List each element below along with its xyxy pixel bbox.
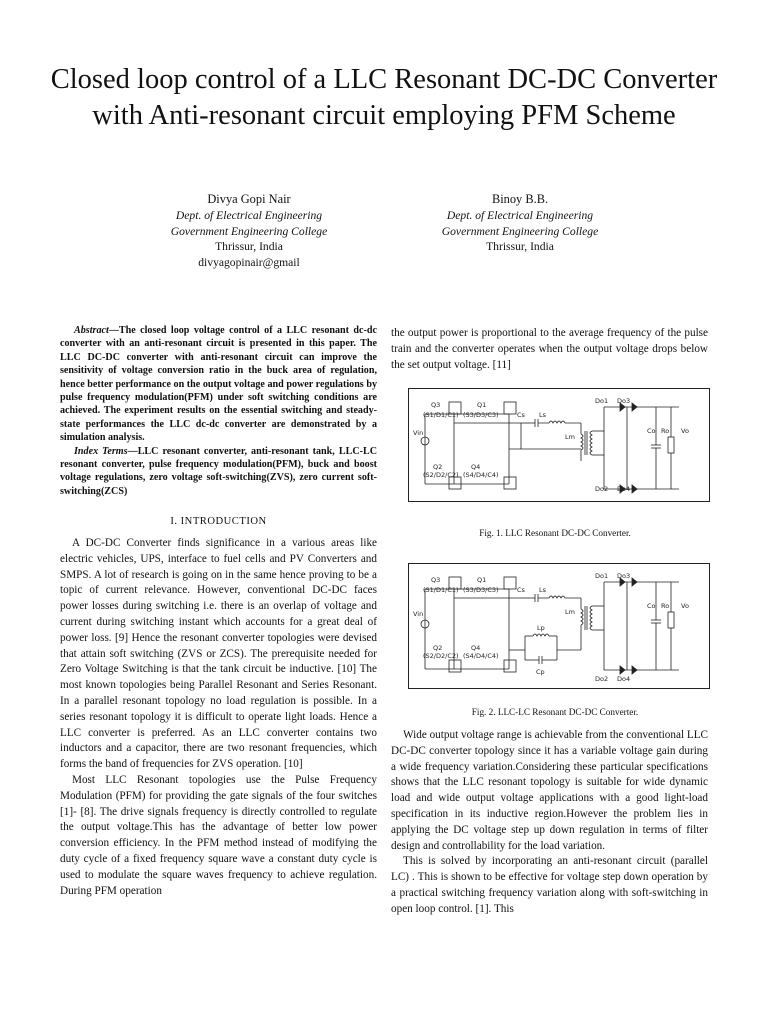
lp-inductor-icon xyxy=(533,634,549,636)
ro-resistor-icon xyxy=(668,437,674,453)
author-name: Binoy B.B. xyxy=(491,192,549,206)
index-terms-text: —LLC resonant converter, anti-resonant tank, LLC-LC resonant converter, pulse frequency modulation(PFM), buck and boost voltage regulations, zero voltage soft-switching(ZVS), zero current soft-switching(ZCS) xyxy=(60,445,377,497)
paper-title: Closed loop control of a LLC Resonant DC-DC Converter with Anti-resonant circuit employing PFM Scheme xyxy=(50,64,718,131)
index-terms xyxy=(60,445,377,499)
right-column-lower xyxy=(391,728,708,918)
label-vo: Vo xyxy=(681,427,689,435)
author-college: Government Engineering College xyxy=(441,224,599,238)
label-do1: Do1 xyxy=(595,572,609,580)
label-cp: Cp xyxy=(536,668,545,676)
label-q3-sub: (S1/D1/C1) xyxy=(423,411,459,419)
switch-q2-icon xyxy=(449,660,461,672)
label-q1: Q1 xyxy=(477,401,487,409)
label-q4-sub: (S4/D4/C4) xyxy=(463,652,499,660)
ls-inductor-icon xyxy=(538,596,581,598)
label-q1-sub: (S3/D3/C3) xyxy=(463,586,499,594)
diode-do3-icon xyxy=(632,403,637,411)
author-college: Government Engineering College xyxy=(170,224,328,238)
figure-1-caption: Fig. 1. LLC Resonant DC-DC Converter. xyxy=(479,528,631,538)
left-column xyxy=(60,324,377,899)
label-co: Co xyxy=(647,602,656,610)
author-name: Divya Gopi Nair xyxy=(207,192,291,206)
lm-inductor-icon xyxy=(581,609,583,625)
label-q3: Q3 xyxy=(431,576,441,584)
label-lm: Lm xyxy=(565,433,575,441)
author-dept: Dept. of Electrical Engineering xyxy=(446,208,594,222)
diode-do4-icon xyxy=(632,666,637,674)
right-column xyxy=(391,326,708,373)
author-city: Thrissur, India xyxy=(215,240,283,254)
label-q2-sub: (S2/D2/C2) xyxy=(423,471,459,479)
label-q4: Q4 xyxy=(471,463,481,471)
label-ls: Ls xyxy=(539,586,547,594)
author-city: Thrissur, India xyxy=(486,240,554,254)
section-heading: I. INTRODUCTION xyxy=(170,516,267,528)
label-q4: Q4 xyxy=(471,644,481,652)
label-ls: Ls xyxy=(539,411,547,419)
diode-do4-icon xyxy=(632,485,637,493)
figure-2-circuit xyxy=(408,563,710,689)
label-q2-sub: (S2/D2/C2) xyxy=(423,652,459,660)
index-terms-lead: Index Terms xyxy=(74,445,128,457)
label-do3: Do3 xyxy=(617,397,631,405)
label-co: Co xyxy=(647,427,656,435)
figure-2-caption: Fig. 2. LLC-LC Resonant DC-DC Converter. xyxy=(471,707,639,717)
label-q4-sub: (S4/D4/C4) xyxy=(463,471,499,479)
ro-resistor-icon xyxy=(668,612,674,628)
right-paragraph-3: This is solved by incorporating an anti-resonant circuit (parallel LC) . This is shown to be effective for voltage step down operation by a practical switching frequency variation along with soft-switching in open loop control. [1]. This xyxy=(391,855,708,915)
label-q2: Q2 xyxy=(433,463,443,471)
diode-do2-icon xyxy=(620,666,625,674)
label-ro: Ro xyxy=(661,602,670,610)
switch-q4-icon xyxy=(504,477,516,489)
ls-inductor-icon xyxy=(538,421,581,423)
label-lm: Lm xyxy=(565,608,575,616)
author-block-2 xyxy=(390,192,650,255)
switch-q4-icon xyxy=(504,660,516,672)
label-vin: Vin xyxy=(413,429,424,437)
right-paragraph-1: the output power is proportional to the average frequency of the pulse train and the converter operates when the output voltage drops below the set output voltage. [11] xyxy=(391,327,708,371)
label-cs: Cs xyxy=(517,411,525,419)
label-do4: Do4 xyxy=(617,485,631,493)
label-q1: Q1 xyxy=(477,576,487,584)
label-lp: Lp xyxy=(537,624,545,632)
label-vo: Vo xyxy=(681,602,689,610)
lm-inductor-icon xyxy=(581,434,583,450)
label-do3: Do3 xyxy=(617,572,631,580)
label-vin: Vin xyxy=(413,610,424,618)
label-q3: Q3 xyxy=(431,401,441,409)
label-ro: Ro xyxy=(661,427,670,435)
figure-1-circuit xyxy=(408,388,710,502)
abstract xyxy=(60,324,377,445)
label-q3-sub: (S1/D1/C1) xyxy=(423,586,459,594)
label-q1-sub: (S3/D3/C3) xyxy=(463,411,499,419)
abstract-text: —The closed loop voltage control of a LLC resonant dc-dc converter with an anti-resonant circuit is presented in this paper. The LLC DC-DC converter with anti-resonant circuit can improve the sensitivity of voltage conversion ratio in the buck area of regulation, hence better performance on the output voltage and power regulations by pulse frequency modulation(PFM) under soft switching conditions are achieved. The experiment results on the essential switching and steady-state performances the LLC dc-dc converter are demonstrated by a simulation analysis. xyxy=(60,325,377,444)
label-do1: Do1 xyxy=(595,397,609,405)
right-paragraph-2: Wide output voltage range is achievable from the conventional LLC DC-DC converter topology since it has a variable voltage gain during a wide frequency variation.Considering these particular specifications shows that the LLC resonant topology is suitable for wide dynamic load and wide output voltage applications with a good light-load specification in its inductive region.However the problem lies in applying the DC voltage step up down regulation in terms of filter design and controllability for the load variation. xyxy=(391,729,708,852)
transformer-secondary-icon xyxy=(590,431,592,455)
label-do4: Do4 xyxy=(617,675,631,683)
intro-paragraph-2: Most LLC Resonant topologies use the Pulse Frequency Modulation (PFM) for providing the gate signals of the four switches [1]- [8]. The drive signals frequency is directly controlled to regulate the output voltage.This has the advantage of better low power conversion efficiency. In the PFM method instead of modifying the duty cycle of a fixed frequency square wave a constant duty cycle is used to modulate the square waves frequency to achieve regulation. During PFM operation xyxy=(60,774,377,897)
label-do2: Do2 xyxy=(595,675,609,683)
abstract-lead: Abstract xyxy=(74,325,109,336)
switch-q1-icon xyxy=(504,402,516,414)
transformer-secondary-icon xyxy=(590,606,592,630)
label-do2: Do2 xyxy=(595,485,609,493)
author-block-1 xyxy=(119,192,379,271)
label-q2: Q2 xyxy=(433,644,443,652)
switch-q1-icon xyxy=(504,577,516,589)
diode-do3-icon xyxy=(632,578,637,586)
intro-paragraph-1: A DC-DC Converter finds significance in a various areas like electric vehicles, UPS, interface to fuel cells and PV Converters and SMPS. A lot of research is going on in the same hence proving to be a topic of current relevance. However, conventional DC-DC faces power losses during switching i.e. there is an overlap of voltage and current during switching instant which accounts for a great deal of power loss. [9] Hence the resonant converter topologies were devised that attain soft switching (ZVS or ZCS). The prerequisite needed for Zero Voltage Switching is that the tank circuit be inductive. [10] The most known topologies being Parallel Resonant and Series Resonant. In a parallel resonant topology no load regulation is possible. In a series resonant topology it is difficult to operate light loads. Hence a LLC converter is preferred. As an LLC converter contains two inductors and a capacitor, there are two resonant frequencies, which forms the band of frequencies for ZVS operation. [10] xyxy=(60,537,377,771)
author-dept: Dept. of Electrical Engineering xyxy=(175,208,323,222)
author-email: divyagopinair@gmail xyxy=(198,256,300,270)
label-cs: Cs xyxy=(517,586,525,594)
